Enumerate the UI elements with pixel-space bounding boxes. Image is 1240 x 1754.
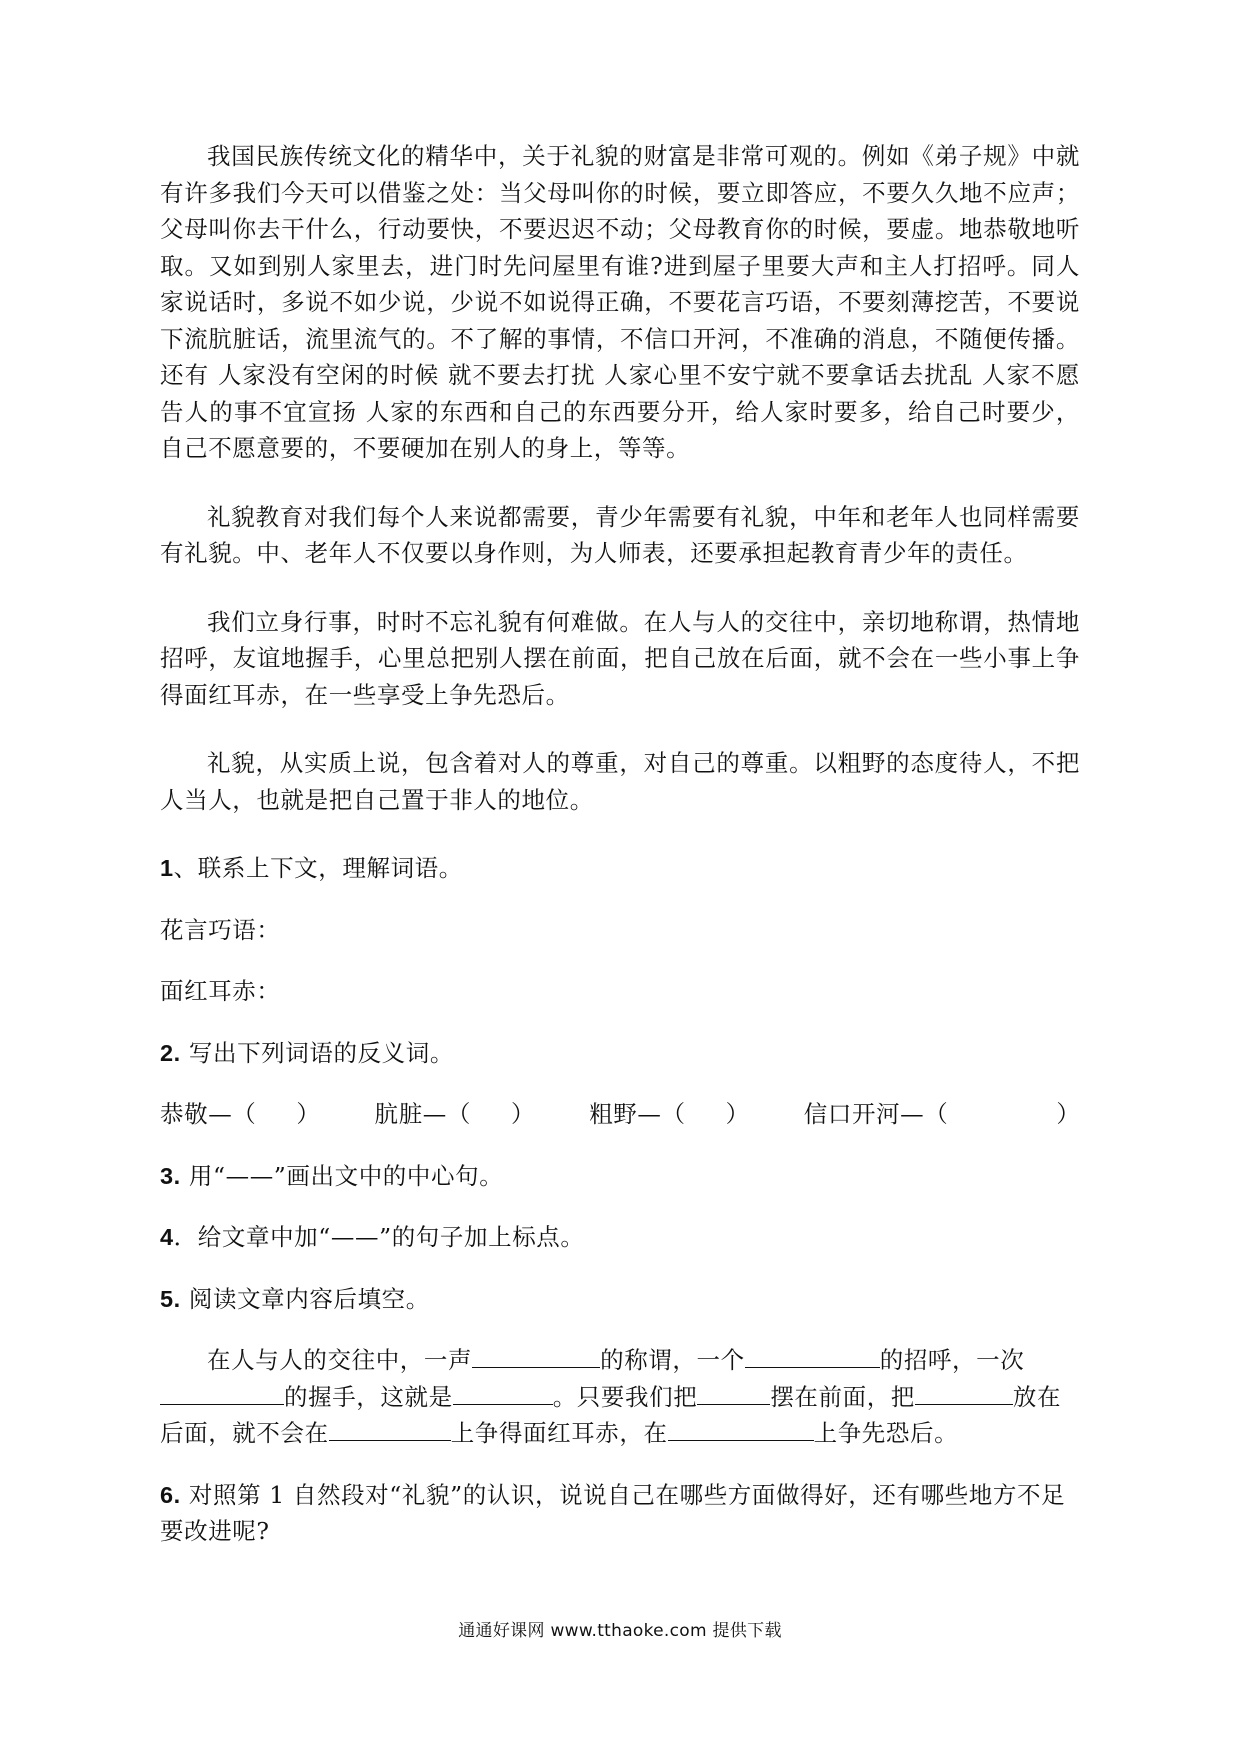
fill-text: 上争得面红耳赤，在 <box>450 1419 668 1447</box>
antonym-item <box>804 1096 1081 1133</box>
fill-text: 在人与人的交往中，一声 <box>207 1346 473 1374</box>
fill-blank[interactable] <box>160 1382 284 1405</box>
question-3-text: 用“——”画出文中的中心句。 <box>180 1161 504 1190</box>
antonym-item <box>375 1096 536 1133</box>
question-2 <box>160 1035 1080 1072</box>
fill-blank[interactable] <box>472 1345 600 1368</box>
question-1-sep: 、 <box>173 854 198 882</box>
fill-blank[interactable] <box>453 1382 553 1405</box>
fill-blank[interactable] <box>915 1382 1013 1405</box>
question-4-number: 4 <box>160 1224 174 1250</box>
passage-paragraph-4: 礼貌，从实质上说，包含着对人的尊重，对自己的尊重。以粗野的态度待人，不把人当人，也就是把自己置于非人的地位。 <box>160 749 1080 814</box>
page-footer: 通通好课网 www.tthaoke.com 提供下载 <box>458 1621 782 1641</box>
question-6-number: 6. <box>160 1481 181 1508</box>
antonym-item <box>160 1096 321 1133</box>
question-1-word-1: 花言巧语： <box>160 915 281 944</box>
question-4 <box>160 1219 1080 1256</box>
antonym-word: 粗野—（ <box>589 1100 686 1128</box>
passage-paragraph-3: 我们立身行事，时时不忘礼貌有何难做。在人与人的交往中，亲切地称谓，热情地招呼，友谊地握手，心里总把别人摆在前面，把自己放在后面，就不会在一些小事上争得面红耳赤，在一些享受上争先恐后。 <box>160 607 1080 709</box>
question-4-text: ．给文章中加“——”的句子加上标点。 <box>173 1223 585 1251</box>
question-2-number: 2. <box>160 1039 181 1066</box>
antonym-word: 信口开河—（ <box>803 1100 949 1128</box>
question-1-word-2: 面红耳赤： <box>160 977 281 1005</box>
fill-text: 的称谓，一个 <box>600 1346 745 1374</box>
question-2-text: 写出下列词语的反义词。 <box>180 1038 454 1067</box>
antonym-close-paren: ） <box>725 1100 750 1128</box>
fill-text: 摆在前面，把 <box>770 1382 915 1411</box>
question-5-text: 阅读文章内容后填空。 <box>180 1284 430 1313</box>
fill-blank[interactable] <box>697 1382 770 1405</box>
question-1-text: 联系上下文，理解词语。 <box>197 854 463 882</box>
antonym-close-paren: ） <box>296 1100 321 1128</box>
question-6 <box>160 1477 1080 1550</box>
question-3 <box>160 1158 1080 1195</box>
fill-blank[interactable] <box>668 1418 814 1441</box>
antonym-word: 肮脏—（ <box>374 1100 471 1128</box>
antonym-list <box>160 1096 1080 1133</box>
question-6-text: 对照第 1 自然段对“礼貌”的认识，说说自己在哪些方面做得好，还有哪些地方不足要改进呢? <box>160 1480 1066 1545</box>
worksheet <box>160 138 1080 1575</box>
antonym-close-paren: ） <box>1056 1100 1081 1128</box>
question-1 <box>160 850 1080 887</box>
fill-text: 的握手，这就是 <box>284 1382 453 1411</box>
fill-text: 放在后面，就不会在 <box>160 1382 1062 1447</box>
question-1-number: 1 <box>160 855 174 881</box>
antonym-close-paren: ） <box>511 1100 536 1128</box>
fill-blank[interactable] <box>745 1345 880 1368</box>
antonym-word: 恭敬—（ <box>160 1100 257 1128</box>
question-5 <box>160 1281 1080 1318</box>
fill-blank[interactable] <box>329 1418 451 1441</box>
fill-text: 上争先恐后。 <box>813 1419 959 1447</box>
question-5-number: 5. <box>160 1285 181 1312</box>
question-3-number: 3. <box>160 1162 181 1189</box>
passage-paragraph-2: 礼貌教育对我们每个人来说都需要，青少年需要有礼貌，中年和老年人也同样需要有礼貌。中、老年人不仅要以身作则，为人师表，还要承担起教育青少年的责任。 <box>160 502 1080 567</box>
antonym-item <box>589 1096 750 1133</box>
fill-text: 的招呼，一次 <box>879 1346 1025 1374</box>
passage-paragraph-1: 我国民族传统文化的精华中，关于礼貌的财富是非常可观的。例如《弟子规》中就有许多我们今天可以借鉴之处：当父母叫你的时候，要立即答应，不要久久地不应声；父母叫你去干什么，行动要快，不要迟迟不动；父母教育你的时候，要虚。地恭敬地听取。又如到别人家里去，进门时先问屋里有谁?进到屋子里要大声和主人打招呼。同人家说话时，多说不如少说，少说不如说得正确，不要花言巧语，不要刻薄挖苦，不要说下流肮脏话，流里流气的。不了解的事情，不信口开河，不准确的消息，不随便传播。还有 人家没有空闲的时候 就不要去打扰 人家心里不安宁就不要拿话去扰乱 人家不愿告人的事不宜宣扬 人家的东西和自己的东西要分开，给人家时要多，给自己时要少，自己不愿意要的，不要硬加在别人的身上，等等。 <box>160 142 1080 462</box>
fill-in-paragraph <box>160 1342 1080 1452</box>
fill-text: 。只要我们把 <box>552 1382 698 1411</box>
